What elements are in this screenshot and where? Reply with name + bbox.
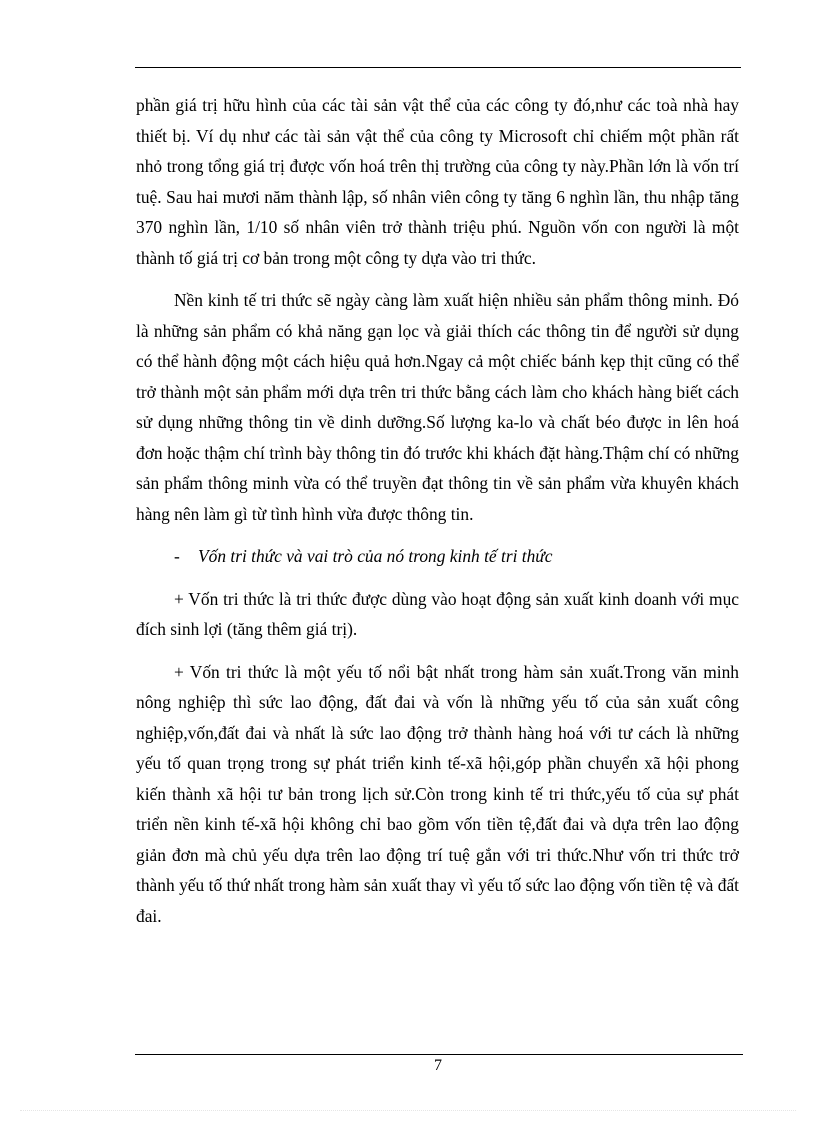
bullet-heading-text: Vốn tri thức và vai trò của nó trong kinh tế tri thức bbox=[198, 546, 553, 566]
paragraph-knowledge-capital-definition: + Vốn tri thức là tri thức được dùng vào hoạt động sản xuất kinh doanh với mục đích sinh lợi (tăng thêm giá trị). bbox=[136, 588, 739, 639]
page-body bbox=[136, 90, 739, 943]
bullet-heading bbox=[136, 541, 739, 572]
header-rule bbox=[135, 67, 741, 68]
page-number: 7 bbox=[434, 1057, 442, 1074]
footer-rule bbox=[135, 1054, 743, 1055]
paragraph-smart-products: Nền kinh tế tri thức sẽ ngày càng làm xuất hiện nhiều sản phẩm thông minh. Đó là những sản phẩm có khả năng gạn lọc và giải thích các thông tin để người sử dụng có thể hành động một cách hiệu quả hơn.Ngay cả một chiếc bánh kẹp thịt cũng có thể trở thành một sản phẩm mới dựa trên tri thức bằng cách làm cho khách hàng biết cách sử dụng những thông tin về dinh dưỡng.Số lượng ka-lo và chất béo được in lên hoá đơn hoặc thậm chí trình bày thông tin đó trước khi khách đặt hàng.Thậm chí có những sản phẩm thông minh vừa có thể truyền đạt thông tin về sản phẩm vừa khuyên khách hàng nên làm gì từ tình hình vừa được thông tin. bbox=[136, 290, 739, 524]
bullet-dash: - bbox=[174, 546, 180, 566]
footer-dotted-line bbox=[20, 1110, 796, 1111]
paragraph-continuation: phần giá trị hữu hình của các tài sản vật thể của các công ty đó,như các toà nhà hay thiết bị. Ví dụ như các tài sản vật thể của công ty Microsoft chỉ chiếm một phần rất nhỏ trong tổng giá trị được vốn hoá trên thị trường của công ty này.Phần lớn là vốn trí tuệ. Sau hai mươi năm thành lập, số nhân viên công ty tăng 6 nghìn lần, thu nhập tăng 370 nghìn lần, 1/10 số nhân viên trở thành triệu phú. Nguồn vốn con người là một thành tố giá trị cơ bản trong một công ty dựa vào tri thức. bbox=[136, 95, 739, 268]
paragraph-knowledge-capital-role: + Vốn tri thức là một yếu tố nổi bật nhất trong hàm sản xuất.Trong văn minh nông nghiệp thì sức lao động, đất đai và vốn là những yếu tố của sản xuất công nghiệp,vốn,đất đai và nhất là sức lao động trở thành hàng hoá với tư cách là những yếu tố quan trọng trong sự phát triển kinh tế-xã hội,góp phần chuyển xã hội phong kiến thành xã hội tư bản trong lịch sử.Còn trong kinh tế tri thức,yếu tố của sự phát triển nền kinh tế-xã hội không chỉ bao gồm vốn tiền tệ,đất đai và dựa trên lao động giản đơn mà chủ yếu dựa trên lao động trí tuệ gắn với tri thức.Như vốn tri thức trở thành yếu tố thứ nhất trong hàm sản xuất thay vì yếu tố sức lao động vốn tiền tệ và đất đai. bbox=[136, 661, 739, 926]
